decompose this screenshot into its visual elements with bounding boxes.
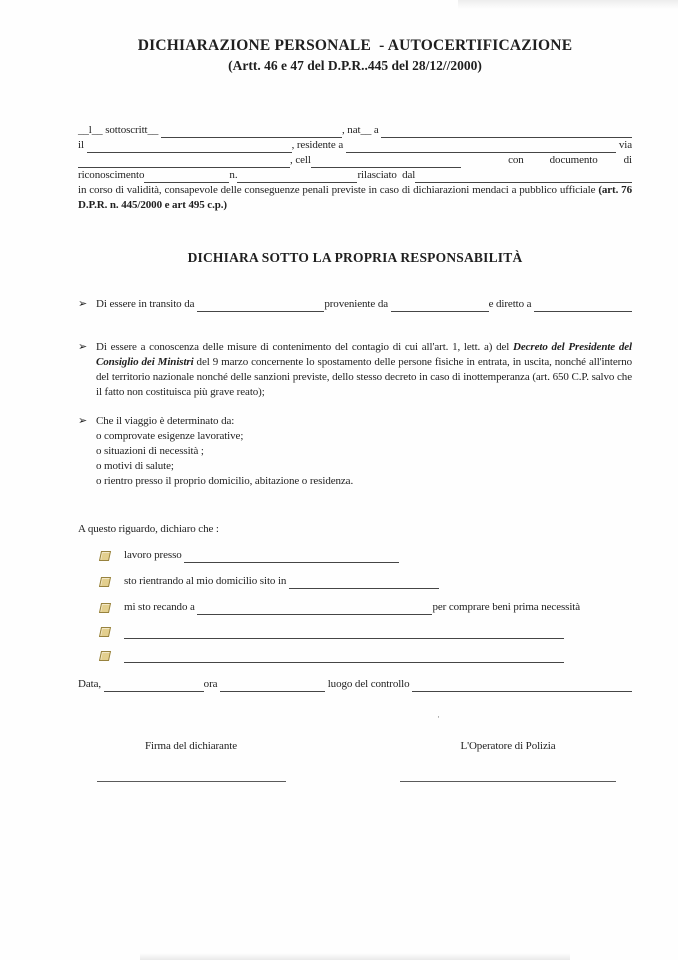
label-sottoscritto: __l__ sottoscritt__ xyxy=(78,124,161,136)
intro-line-4 xyxy=(78,168,632,183)
reason-item-return: o rientro presso il proprio domicilio, abitazione o residenza. xyxy=(96,475,354,487)
blank-headed-to xyxy=(534,299,632,312)
checkbox-row-other-1 xyxy=(78,626,632,639)
bullet-transit xyxy=(78,297,632,312)
reasons-lead: Che il viaggio è determinato da: xyxy=(96,415,235,427)
blank-street xyxy=(78,155,290,168)
label-documento: documento xyxy=(549,154,598,166)
blank-other-2 xyxy=(124,650,564,663)
blank-doc-number xyxy=(237,170,357,183)
signature-line-officer xyxy=(400,781,616,782)
blank-residence xyxy=(346,140,616,153)
label-recando: mi sto recando a xyxy=(124,601,198,613)
label-operatore-polizia: L'Operatore di Polizia xyxy=(460,740,556,752)
label-di: di xyxy=(623,154,632,166)
label-firma-dichiarante: Firma del dichiarante xyxy=(145,740,237,752)
checkbox-icon xyxy=(99,651,111,661)
intro-line-1 xyxy=(78,123,632,138)
bullet-reasons xyxy=(78,414,632,489)
reason-item-health: o motivi di salute; xyxy=(96,460,174,472)
label-il: il xyxy=(78,139,87,151)
label-numero: n. xyxy=(229,169,238,181)
label-luogo-controllo: luogo del controllo xyxy=(325,678,413,690)
intro-line-3 xyxy=(78,153,632,168)
signature-officer xyxy=(388,740,628,782)
checkbox-icon xyxy=(99,551,111,561)
blank-transit-from xyxy=(197,299,324,312)
reason-item-necessity: o situazioni di necessità ; xyxy=(96,445,204,457)
blank-destination xyxy=(197,602,432,615)
bullet-decree xyxy=(78,340,632,400)
intro-line-2 xyxy=(78,138,632,153)
scan-smudge-top xyxy=(458,0,678,9)
blank-other-1 xyxy=(124,626,564,639)
signature-declarant xyxy=(86,740,296,782)
blank-doc-type xyxy=(144,170,229,183)
arrow-bullet-icon: ➢ xyxy=(78,298,88,310)
blank-time xyxy=(220,679,325,692)
checkbox-icon xyxy=(99,627,111,637)
checkbox-row-domicile xyxy=(78,574,632,589)
blank-domicile xyxy=(289,576,439,589)
label-ora: ora xyxy=(203,678,221,690)
blank-coming-from xyxy=(391,299,489,312)
form-title: DICHIARAZIONE PERSONALE - AUTOCERTIFICAZIONE xyxy=(137,37,573,54)
label-diretto: e diretto a xyxy=(488,298,535,310)
blank-birthplace xyxy=(381,125,632,138)
checkbox-row-work xyxy=(78,548,632,563)
label-nato-a: , nat__ a xyxy=(342,124,382,136)
signature-section xyxy=(78,740,632,782)
label-rientrando: sto rientrando al mio domicilio sito in xyxy=(124,575,289,587)
form-title-block xyxy=(78,0,632,75)
riguardo-lead: A questo riguardo, dichiaro che : xyxy=(78,523,219,535)
label-cell: cell xyxy=(295,154,311,166)
date-place-row xyxy=(78,677,632,692)
scan-smudge-bottom xyxy=(140,953,570,960)
blank-workplace xyxy=(184,550,399,563)
label-lavoro-presso: lavoro presso xyxy=(124,549,185,561)
label-riconoscimento: riconoscimento xyxy=(78,169,145,181)
blank-control-place xyxy=(412,679,632,692)
blank-birthdate xyxy=(87,140,292,153)
label-in-transito: Di essere in transito da xyxy=(96,298,198,310)
checkbox-icon xyxy=(99,603,111,613)
justified-words xyxy=(508,153,632,168)
penal-warning-text xyxy=(78,183,632,213)
label-comma: , xyxy=(290,154,296,166)
penal-warning-plain: in corso di validità, consapevole delle conseguenze penali previste in caso di dichiarazioni mendaci a pubblico ufficiale xyxy=(78,184,599,196)
checkbox-row-shopping xyxy=(78,600,632,615)
scan-speck: · xyxy=(437,712,440,722)
arrow-bullet-icon: ➢ xyxy=(78,341,88,353)
decree-title-italic: Decreto del Presidente del Consiglio dei Ministri xyxy=(96,341,632,368)
intro-section xyxy=(78,123,632,213)
blank-date xyxy=(104,679,204,692)
label-residente-a: , residente a xyxy=(291,139,346,151)
form-subtitle: (Artt. 46 e 47 del D.P.R..445 del 28/12//2000) xyxy=(228,58,482,73)
penal-warning-citation: (art. 76 D.P.R. n. 445/2000 e art 495 c.p.) xyxy=(78,184,632,211)
bullet-transit-line xyxy=(96,297,632,312)
blank-name xyxy=(161,125,342,138)
label-con: con xyxy=(508,154,524,166)
label-data: Data, xyxy=(78,678,104,690)
blank-issuer xyxy=(415,170,632,183)
label-comprare-beni: per comprare beni prima necessità xyxy=(432,601,581,613)
label-via: via xyxy=(616,139,632,151)
blank-phone xyxy=(311,155,461,168)
checkbox-row-other-2 xyxy=(78,650,632,663)
decree-text-post: del 9 marzo concernente lo spostamento delle persone fisiche in entrata, in uscita, nonché all'interno del territorio nazionale nonché delle sanzioni previste, dello stesso decreto in caso di inottemperanza (art. 650 C.P. salvo che il fatto non costituisca più grave reato); xyxy=(96,356,632,398)
decree-text-pre: Di essere a conoscenza delle misure di contenimento del contagio di cui all'art. 1, lett. a) del xyxy=(96,341,513,353)
bullet-decree-text xyxy=(96,340,632,400)
checkbox-icon xyxy=(99,577,111,587)
declaration-heading: DICHIARA SOTTO LA PROPRIA RESPONSABILITÀ xyxy=(187,250,523,265)
label-proveniente: proveniente da xyxy=(324,298,391,310)
label-rilasciato-dal: rilasciato dal xyxy=(357,169,416,181)
reason-item-work: o comprovate esigenze lavorative; xyxy=(96,430,244,442)
bullet-reasons-text xyxy=(96,414,632,489)
signature-line-declarant xyxy=(97,781,286,782)
arrow-bullet-icon: ➢ xyxy=(78,415,88,427)
